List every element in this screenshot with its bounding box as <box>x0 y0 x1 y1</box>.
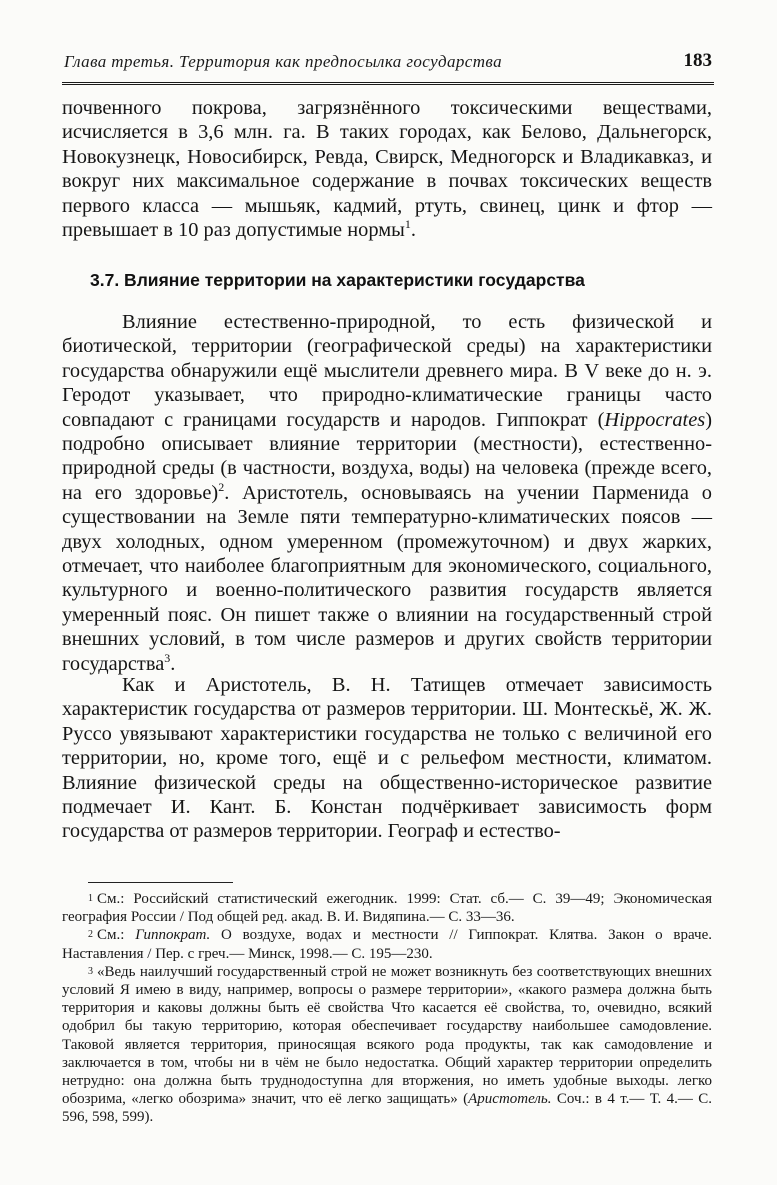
footnote-rule <box>88 882 233 883</box>
page-number: 183 <box>683 50 712 71</box>
paragraph-2-part3: . Аристотель, основываясь на учении Парменида о существовании на Земле пяти температурно-климатических поясов — двух холодных, одном умеренном (промежуточном) и двух жарких, отмечает, что наиболее благоприятным для экономического, социального, культурного и военно-политического развития государств является умеренный пояс. Он пишет также о влиянии на государственный строй внешних условий, в том числе размеров и других свойств территории государства <box>62 481 712 675</box>
footnote-ref-2[interactable]: 2 <box>218 480 225 495</box>
footnote-ref-3[interactable]: 3 <box>164 650 171 665</box>
footnote-3 <box>62 963 712 1127</box>
paragraph-2-italic: Hippocrates <box>604 408 706 431</box>
paragraph-2-part2: ) подробно описывает влияние территории (местности), естественно-природной среды (в частности, воздуха, воды) на человека (прежде всего, на его здоровье) <box>62 408 712 504</box>
footnote-ref-1[interactable]: 1 <box>404 217 411 232</box>
footnote-1-text: См.: Российский статистический ежегодник. 1999: Стат. сб.— С. 39—49; Экономическая география России / Под общей ред. акад. В. И. Видяпина.— С. 33—36. <box>62 891 712 926</box>
running-title: Глава третья. Территория как предпосылка государства <box>64 52 502 71</box>
footnote-2-pre: См.: <box>97 927 136 944</box>
footnote-1 <box>62 890 712 926</box>
paragraph-2-part1: Влияние естественно-природной, то есть физической и биотической, территории (географической среды) на характеристики государства обнаружили ещё мыслители древнего мира. В V веке до н. э. Геродот указывает, что природно-климатические границы часто совпадают с границами государств и народов. Гиппократ ( <box>62 311 712 431</box>
footnote-3-author: Аристотель. <box>468 1091 552 1108</box>
footnotes <box>62 890 712 1127</box>
paragraph-2 <box>62 310 712 676</box>
footnote-3-text: «Ведь наилучший государственный строй не может возникнуть без соответствующих внешних условий Я имею в виду, например, вопросы о размере территории», «какого размера должна быть территория и каковы должны быть её свойства Что касается её свойства, то, очевидно, всякий одобрил бы такую территорию, которая обеспечивает государству наибольшее самодовление. Таковой является территория, приносящая всякого рода продукты, так как самодовление и заключается в том, чтобы ни в чём не было недостатка. Общий характер территории определить нетрудно: она должна быть труднодоступна для вторжения, но иметь удобные выходы. легко обозрима, «легко обозрима» значит, что её легко защищать» ( <box>62 963 712 1108</box>
footnote-2-author: Гиппократ. <box>135 927 211 944</box>
paragraph-2-part4: . <box>170 652 176 675</box>
footnote-2 <box>62 926 712 962</box>
section-heading: 3.7. Влияние территории на характеристики государства <box>90 270 585 290</box>
header-rule <box>62 82 714 85</box>
paragraph-3-text: Как и Аристотель, В. Н. Татищев отмечает зависимость характеристик государства от размеров территории. Ш. Монтескьё, Ж. Ж. Руссо увязывают характеристики государства не только с величиной его территории, но, кроме того, ещё и с рельефом местности, климатом. Влияние физической среды на общественно-историческое развитие подмечает И. Кант. Б. Констан подчёркивает зависимость форм государства от размеров территории. Географ и естество- <box>62 674 712 843</box>
top-paragraph-end: . <box>410 219 416 242</box>
footnote-1-mark: 1 <box>88 893 93 904</box>
footnote-2-mark: 2 <box>88 929 93 941</box>
top-paragraph <box>62 96 712 242</box>
footnote-3-text-end: Соч.: в 4 т.— Т. 4.— С. 596, 598, 599). <box>62 1091 712 1126</box>
top-paragraph-text: почвенного покрова, загрязнённого токсическими веществами, исчисляется в 3,6 млн. га. В таких городах, как Белово, Дальнегорск, Новокузнецк, Новосибирск, Ревда, Свирск, Медногорск и Владикавказ, и вокруг них максимальное содержание в почвах токсических веществ первого класса — мышьяк, кадмий, ртуть, свинец, цинк и фтор — превышает в 10 раз допустимые нормы <box>62 97 712 242</box>
running-head <box>64 46 712 80</box>
footnote-2-text: О воздухе, водах и местности // Гиппократ. Клятва. Закон о враче. Наставления / Пер. с греч.— Минск, 1998.— С. 195—230. <box>62 927 712 962</box>
footnote-3-mark: 3 <box>88 965 93 977</box>
paragraph-3 <box>62 673 712 844</box>
